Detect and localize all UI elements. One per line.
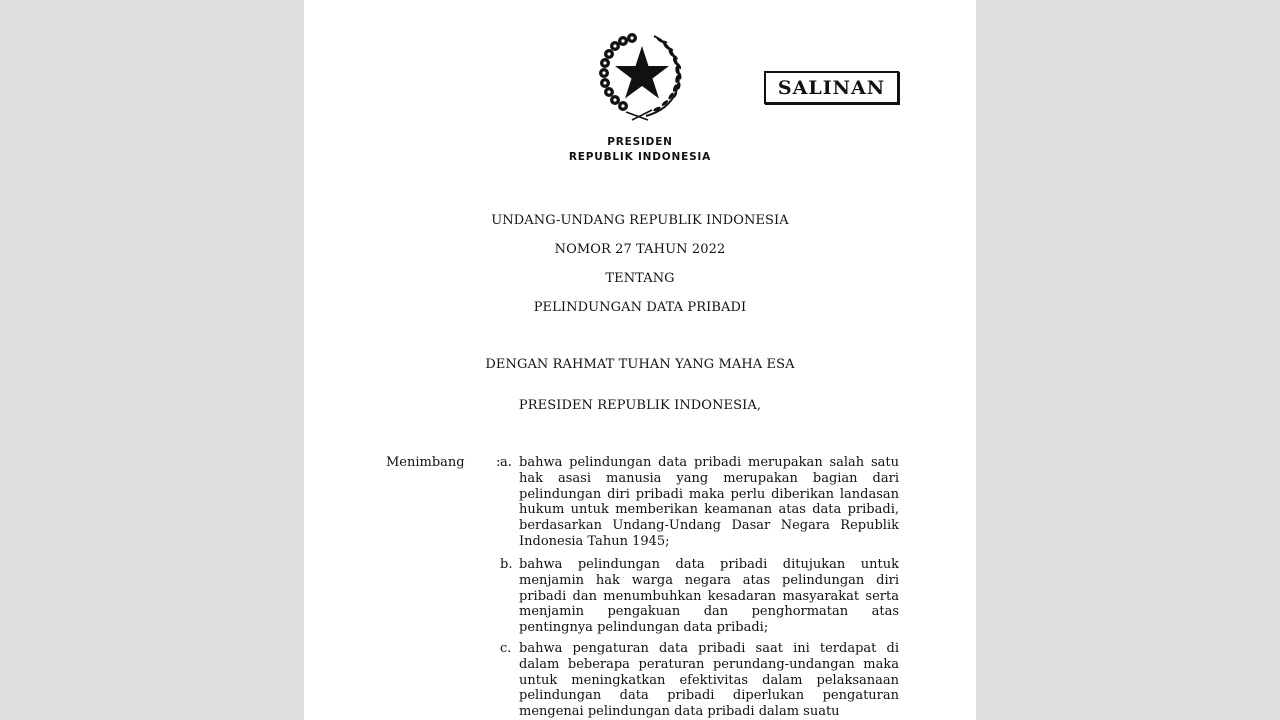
considering-label: Menimbang xyxy=(386,455,465,470)
considering-item-a xyxy=(500,455,899,550)
considering-item-c xyxy=(500,641,899,720)
letterhead xyxy=(540,135,740,165)
law-title-line: UNDANG-UNDANG REPUBLIK INDONESIA xyxy=(491,213,789,228)
law-number-line: NOMOR 27 TAHUN 2022 xyxy=(554,242,726,257)
letterhead-line-presiden: PRESIDEN xyxy=(607,136,673,148)
considering-item-b xyxy=(500,557,899,636)
item-text: bahwa pengaturan data pribadi saat ini terdapat di dalam beberapa peraturan perundang-undangan maka untuk meningkatkan efektivitas dalam pelaksanaan pelindungan data pribadi diperlukan pengaturan mengenai pelindungan data pribadi dalam suatu xyxy=(519,641,899,720)
item-letter: a. xyxy=(500,455,512,470)
law-subject-line: PELINDUNGAN DATA PRIBADI xyxy=(533,300,747,315)
presidential-star-emblem-icon xyxy=(596,30,688,122)
authority-line: PRESIDEN REPUBLIK INDONESIA, xyxy=(518,398,762,413)
item-letter: c. xyxy=(500,641,512,656)
letterhead-line-republik: REPUBLIK INDONESIA xyxy=(568,151,712,163)
item-text: bahwa pelindungan data pribadi merupakan salah satu hak asasi manusia yang merupakan bagian dari pelindungan diri pribadi maka perlu diberikan landasan hukum untuk memberikan keamanan atas data pribadi, berdasarkan Undang-Undang Dasar Negara Republik Indonesia Tahun 1945; xyxy=(519,455,899,549)
salinan-stamp: SALINAN xyxy=(764,71,899,104)
invocation-line: DENGAN RAHMAT TUHAN YANG MAHA ESA xyxy=(485,357,795,372)
item-text: bahwa pelindungan data pribadi ditujukan untuk menjamin hak warga negara atas pelindungan diri pribadi dan menumbuhkan kesadaran masyarakat serta menjamin pengakuan dan penghormatan atas pentingnya pelindungan data pribadi; xyxy=(519,557,899,636)
law-about-line: TENTANG xyxy=(605,271,675,286)
considering-colon: : xyxy=(496,455,501,470)
document-page xyxy=(304,0,976,720)
item-letter: b. xyxy=(500,557,513,572)
